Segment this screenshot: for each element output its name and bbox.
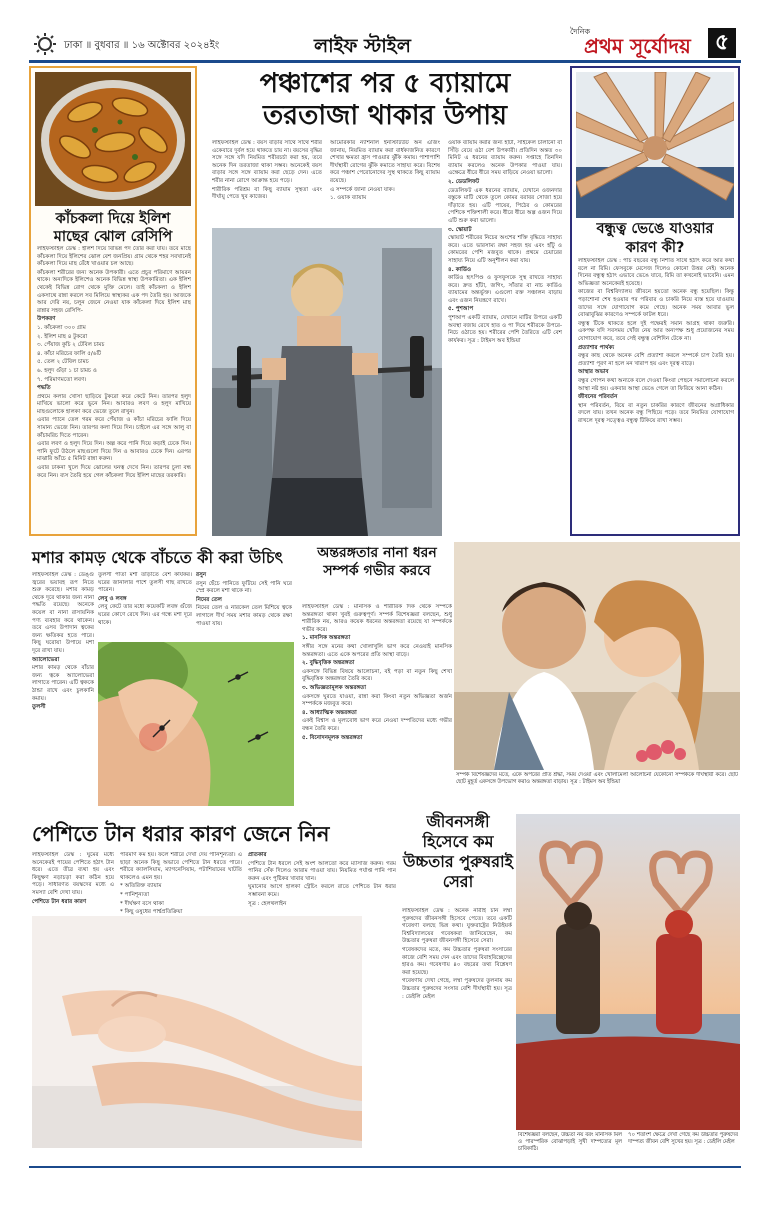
- exercise-paragraph: লাইফস্টাইল ডেস্ক : বয়স বাড়ার সাথে সাথে শরীর একেবারে দুর্বল হয়ে থাকতে চায় না। বয়সের বৃদ্ধির সঙ্গে সঙ্গে যদি নিয়মিত শরীরচর্চা করা হয়, তবে অনেক দিন তরতাজা থাকা সম্ভব। অনেকেই বয়স বাড়ার সঙ্গে সঙ্গে ব্যায়াম করা ছেড়ে দেন। এতে শরীর নানা রোগে আক্রান্ত হয়ে পড়ে।: [212, 140, 322, 184]
- exercise-subhead: ১. ওয়াক ব্যায়াম: [330, 195, 367, 202]
- exercise-col1: [212, 140, 322, 226]
- intimacy-paragraph: লাইফস্টাইল ডেস্ক : মানসিক ও শারীরিক দিক থেকে সম্পর্কে অন্তরঙ্গতা থাকা খুবই গুরুত্বপূর্ণ। সম্পর্ক বিশেষজ্ঞরা বলছেন, শুধু শারীরিক নয়, আরও কয়েক ধরনের অন্তরঙ্গতা রয়েছে যা সম্পর্ককে গভীর করে।: [302, 604, 452, 633]
- mosquito-col2: [98, 572, 192, 640]
- partner-title: জীবনসঙ্গী হিসেবে কম উচ্চতার পুরুষরাই সেরা: [402, 812, 514, 891]
- intimacy-subhead: ৪. আধ্যাত্মিক অন্তরঙ্গতা: [302, 709, 357, 716]
- muscle-paragraph: পেশিতে টান ধরলে সেই অংশ আলতো করে ম্যাসাজ করুন। গরম পানির সেঁক দিলেও আরাম পাওয়া যায়। নিয়মিত পর্যাপ্ত পানি পান করুন এবং পুষ্টিকর খাবার খান।: [248, 860, 396, 882]
- friendship-paragraph: বন্ধুত্ব টিকে থাকতে হলে দুই পক্ষেরই সমান আগ্রহ থাকা জরুরি। একপক্ষ যদি সবসময় খোঁজ নেয় আর অন্যপক্ষ শুধু প্রয়োজনের সময় যোগাযোগ করে, তবে সেই বন্ধুত্ব বেশিদিন টেকে না।: [578, 320, 734, 342]
- exercise-col2: [330, 140, 440, 226]
- mosquito-subhead: তুলসী: [32, 704, 46, 711]
- date-line: ঢাকা ॥ বুধবার ॥ ১৬ অক্টোবর ২০২৪ইং: [64, 40, 220, 51]
- recipe-paragraph: এবার প্যানে তেল গরম করে পেঁয়াজ ও কাঁচা মরিচের ফালি দিয়ে সামান্য ভেজে নিন। তারপর কলা দিয়ে দিন। চাইলে এর সঙ্গে আলু বা কাঁচামরিচ দিতে পারেন।: [37, 417, 191, 439]
- muscle-list-item: * অতিরিক্ত ব্যায়াম: [120, 883, 162, 890]
- friendship-paragraph: স্থান পরিবর্তন, বিয়ে বা নতুন চাকরির কারণে জীবনের অগ্রাধিকার বদলে যায়। তখন অনেক বন্ধু পিছিয়ে পড়ে। তবে নিয়মিত যোগাযোগ রাখলে দূরত্ব সত্ত্বেও বন্ধুত্ব টিকিয়ে রাখা সম্ভব।: [578, 402, 734, 424]
- mosquito-paragraph: নিমের তেল ও নারকেল তেল মিশিয়ে ত্বকে লাগালে দীর্ঘ সময় মশার কামড় থেকে রক্ষা পাওয়া যায়।: [196, 605, 292, 627]
- exercise-paragraph: এ সম্পর্কে জানা নেওয়া যাক।: [330, 186, 395, 193]
- intimacy-subhead: ১. মানসিক অন্তরঙ্গতা: [302, 635, 351, 642]
- paper-prefix: দৈনিক: [570, 27, 591, 36]
- mosquito-paragraph: মশার কামড় থেকে বাঁচার জন্য ত্বকে অ্যালোভেরা লাগাতে পারেন। এটি ত্বককে ঠান্ডা রাখে এবং চুলকানি কমায়।: [32, 665, 94, 702]
- muscle-paragraph: ঘুমানোর আগে হালকা স্ট্রেচিং করলে রাতে পেশিতে টান ধরার সম্ভাবনা কমে।: [248, 884, 396, 898]
- mosquito-col3: [196, 572, 292, 640]
- muscle-col1: [32, 852, 114, 912]
- recipe-title: কাঁচকলা দিয়ে ইলিশ মাছের ঝোল রেসিপি: [53, 211, 173, 246]
- friendship-title: বন্ধুত্ব ভেঙে যাওয়ার কারণ কী?: [596, 221, 714, 256]
- hearts-photo: [516, 814, 740, 1130]
- exercise-paragraph: কার্ডিও হৃৎপিণ্ড ও ফুসফুসকে সুস্থ রাখতে সাহায্য করে। দ্রুত হাঁটা, জগিং, সাঁতার বা নাচ কার্ডিও ব্যায়ামের অন্তর্ভুক্ত। এগুলো রক্ত সঞ্চালন বাড়ায় এবং ওজন নিয়ন্ত্রণে রাখে।: [448, 275, 562, 304]
- sun-logo-icon: [33, 32, 57, 56]
- friendship-body: [578, 258, 734, 530]
- intimacy-paragraph: একই বিশ্বাস ও মূল্যবোধ ভাগ করে নেওয়া দম্পতিদের মধ্যে গভীর বন্ধন তৈরি করে।: [302, 718, 452, 732]
- intimacy-body: [302, 604, 452, 804]
- friendship-paragraph: বন্ধুর গোপন কথা অন্যকে বলে দেওয়া কিংবা পেছনে সমালোচনা করলে আস্থা নষ্ট হয়। একবার আস্থা ভেঙে গেলে তা ফিরিয়ে আনা কঠিন।: [578, 377, 734, 392]
- couple-photo: [454, 542, 740, 770]
- recipe-ingredient: ২. ইলিশ মাছ ৪ টুকরো: [37, 333, 88, 340]
- exercise-headline: [206, 68, 564, 133]
- hearts-caption-right: ৭০ শতাংশ ক্ষেত্রে দেখা গেছে কম উচ্চতার পুরুষদের দাম্পত্য জীবন বেশি সুখের হয়। সূত্র : ডেইলি মেইল: [628, 1132, 738, 1146]
- intimacy-paragraph: একসঙ্গে বিভিন্ন বিষয়ে আলোচনা, বই পড়া বা নতুন কিছু শেখা বুদ্ধিবৃত্তিক অন্তরঙ্গতা তৈরি করে।: [302, 668, 452, 683]
- exercise-subhead: ২. ডেডলিফট: [448, 178, 480, 185]
- fish-curry-photo: [35, 72, 191, 206]
- recipe-subhead: পদ্ধতি: [37, 385, 51, 392]
- exercise-paragraph: ওয়াক ব্যায়াম করার জন্য হাঁটা, সাইকেল চালানো বা সিঁড়ি বেয়ে ওঠা বেশ উপকারী। প্রতিদিন অন্তত ৩০ মিনিট এ ধরনের ব্যায়াম করুন। সপ্তাহে তিনদিন ব্যায়াম করলেও অনেক উপকার পাওয়া যায়। এক্ষেত্রে ধীরে ধীরে সময় বাড়িয়ে নেওয়া ভালো।: [448, 140, 562, 177]
- mosquito-paragraph: লাইফস্টাইল ডেস্ক : ডেঙ্গু জ্বরের ভয়াবহ রূপ নিতে শুরু করেছে। মশার কামড় থেকে দূরে থাকার জন্য নানা পদ্ধতি রয়েছে। অনেকে কয়েল বা নানা রাসায়নিক পণ্য ব্যবহার করে থাকেন। তবে এসব উপাদান ত্বকের জন্য ক্ষতিকর হতে পারে। কিছু ঘরোয়া উপায়ে মশা দূরে রাখা যায়।: [32, 572, 94, 654]
- exercise-title-line2: তরতাজা থাকার উপায়: [263, 100, 507, 132]
- exercise-subhead: ৪. কার্ডিও: [448, 266, 472, 273]
- recipe-paragraph: এবার ঢাকনা খুলে দিয়ে ঝোলের ঘনত্ব দেখে নিন। তারপর চুলা বন্ধ করে নিন। ব্যস তৈরি হয়ে গেল কাঁচকলা দিয়ে ইলিশ মাছের তরকারি।: [37, 465, 191, 479]
- friendship-box: [570, 66, 740, 536]
- recipe-ingredient: ১. কাঁচকলা ৩০০ গ্রাম: [37, 324, 86, 331]
- recipe-ingredient: ৪. কাঁচা মরিচের ফালি ৫/৬টি: [37, 350, 102, 357]
- recipe-paragraph: প্রথমে কলার খোসা ছাড়িয়ে টুকরো করে কেটে নিন। তারপর হলুদ মাখিয়ে ভালো করে ভুনে নিন। আবারও লবণ ও হলুদ মাখিয়ে মাছগুলোকে হালকা করে ভেজে তুলে রাখুন।: [37, 393, 191, 415]
- recipe-paragraph: লাইফস্টাইল ডেস্ক : ইলিশ দিয়ে বিভিন্ন পদ তৈরি করা যায়। তবে মাছে কাঁচকলা দিয়ে ইলিশের ঝোল বেশ জনপ্রিয়। গ্রাম থেকে শহর সবখানেই কাঁচকলা দিয়ে মাছ রেঁধে খাওয়ার চল আছে।: [37, 246, 191, 268]
- muscle-list-item: * দীর্ঘক্ষণ বসে থাকা: [120, 900, 164, 907]
- recipe-ingredient: ৩. পেঁয়াজ কুচি ২ টেবিল চামচ: [37, 342, 105, 349]
- muscle-list-item: * কিছু ওষুধের পার্শ্বপ্রতিক্রিয়া: [120, 909, 183, 916]
- friendship-paragraph: বন্ধুর কাছ থেকে অনেক বেশি প্রত্যাশা করলে সম্পর্কে চাপ তৈরি হয়। প্রত্যাশা পূরণ না হলে মন খারাপ হয় এবং দূরত্ব বাড়ে।: [578, 353, 734, 367]
- exercise-col3: [448, 140, 562, 536]
- recipe-body: [37, 246, 191, 530]
- recipe-box: [29, 66, 197, 536]
- mosquito-subhead: অ্যালোভেরা: [32, 656, 60, 663]
- intimacy-subhead: ২. বুদ্ধিবৃত্তিক অন্তরঙ্গতা: [302, 660, 355, 667]
- muscle-subhead: পেশিতে টান ধরার কারণ: [32, 898, 87, 905]
- friendship-subhead: প্রত্যাশার পার্থক্য: [578, 344, 615, 351]
- footer-rule: [29, 1166, 741, 1168]
- muscle-paragraph: লাইফস্টাইল ডেস্ক : ঘুমের মধ্যে অনেকেরই পায়ের পেশিতে হঠাৎ টান ধরে। এতে তীব্র ব্যথা হয় এবং কিছুক্ষণ নড়াচড়া করা কঠিন হয়ে পড়ে। সাধারণত বয়স্কদের মধ্যে এ সমস্যা বেশি দেখা যায়।: [32, 852, 114, 896]
- partner-paragraph: গবেষণায় দেখা গেছে, লম্বা পুরুষদের তুলনায় কম উচ্চতার পুরুষদের সংসার বেশি দীর্ঘস্থায়ী হয়। সূত্র : ডেইলি মেইল: [402, 978, 512, 1000]
- exercise-subhead: ৫. পুশআপ: [448, 306, 474, 313]
- muscle-list-item: * পানিশূন্যতা: [120, 891, 150, 898]
- exercise-paragraph: পুশআপ একটি ব্যায়াম, যেখানে মাটির উপরে একটি অবস্থা বজায় রেখে হাত ও পা দিয়ে শরীরকে উপরে-নিচে ওঠাতে হয়। শরীরের পেশি তৈরিতে এটি বেশ কার্যকর। সূত্র : টাইমস অব ইন্ডিয়া: [448, 315, 562, 344]
- mosquito-paragraph: তুলসী পাতা মশা তাড়াতে বেশ কার্যকর। ঘরের জানালার পাশে তুলসী গাছ রাখতে পারেন।: [98, 572, 192, 594]
- partner-paragraph: লাইফস্টাইল ডেস্ক : অনেক নারীই চান লম্বা পুরুষদের জীবনসঙ্গী হিসেবে পেতে। তবে একটি গবেষণা বলছে ভিন্ন কথা। যুক্তরাষ্ট্রের নিউইয়র্ক বিশ্ববিদ্যালয়ের গবেষকরা জানিয়েছেন, কম উচ্চতার পুরুষরা জীবনসঙ্গী হিসেবে সেরা।: [402, 908, 512, 945]
- recipe-ingredient: ৫. তেল ২ টেবিল চামচ: [37, 359, 89, 366]
- exercise-paragraph: ডেডলিফট এক ধরনের ব্যায়াম, যেখানে ওজনদার বস্তুকে মাটি থেকে তুলে কোমর বরাবর সোজা হয়ে দাঁড়াতে হয়। এটি পায়ের, পিঠের ও কোমরের পেশিকে শক্তিশালী করে। ধীরে ধীরে অল্প ওজন দিয়ে এটি শুরু করা ভালো।: [448, 187, 562, 224]
- legs-photo: [32, 916, 362, 1148]
- intimacy-paragraph: সঙ্গীর সঙ্গে মনের কথা খোলাখুলি ভাগ করে নেওয়াই মানসিক অন্তরঙ্গতা। এতে একে অপরের প্রতি আস্থা বাড়ে।: [302, 643, 452, 658]
- friendship-paragraph: লাইফস্টাইল ডেস্ক : পাঁচ বছরের বন্ধু নিশাত সাথে হঠাৎ করে আর কথা বলে না রিমি। ফেসবুকে মেসেজ দিলেও কোনো উত্তর নেই। অনেক দিনের বন্ধুত্ব হঠাৎ এভাবে ভেঙে যাবে, রিমি তা কখনোই ভাবেনি। এমন অভিজ্ঞতা অনেকেরই হয়েছে।: [578, 258, 734, 287]
- friendship-paragraph: কাজের বা বিশ্ববিদ্যালয় জীবনে হয়তো অনেক বন্ধু হয়েছিল। কিন্তু পড়াশোনা শেষ হওয়ার পর পরিবার ও চাকরি নিয়ে ব্যস্ত হয়ে যাওয়ায় তাদের সঙ্গে যোগাযোগ কমে গেছে। অনেক সময় আবার ভুল বোঝাবুঝির কারণেও সম্পর্কে ফাটল ধরে।: [578, 289, 734, 319]
- intimacy-subhead: ৫. বিনোদনমূলক অন্তরঙ্গতা: [302, 734, 363, 741]
- hearts-caption-left: বিশেষজ্ঞরা বলছেন, উচ্চতা নয় বরং মানসিক মিল ও পারস্পরিক বোঝাপড়াই সুখী দাম্পত্যের মূল চাবিকাঠি।: [518, 1132, 622, 1153]
- exercise-subhead: ৩. স্কোয়াট: [448, 226, 472, 233]
- gym-woman-photo: [212, 228, 442, 536]
- intimacy-paragraph: একসঙ্গে ঘুরতে যাওয়া, রান্না করা কিংবা নতুন অভিজ্ঞতা অর্জন সম্পর্ককে মজবুত করে।: [302, 693, 452, 708]
- muscle-source: সূত্র : হেলথলাইন: [248, 900, 287, 907]
- mosquito-subhead: লেবু ও লবঙ্গ: [98, 595, 127, 602]
- mosquito-paragraph: লেবু কেটে তার মধ্যে কয়েকটি লবঙ্গ গুঁজে ঘরের কোণে রেখে দিন। এর গন্ধে মশা দূরে থাকে।: [98, 604, 192, 626]
- recipe-subhead: উপকরণ: [37, 316, 56, 323]
- paper-name: প্রথম সূর্যোদয়: [584, 34, 691, 58]
- exercise-paragraph: শারীরিক পরিশ্রম বা কিছু ব্যায়াম সুস্থতা এবং দীর্ঘায়ু পেতে খুব কাজের।: [212, 186, 322, 201]
- exercise-paragraph: আমেরিকার ন্যাশনাল ইনস্টিটিউট অন এজিং জানায়, নিয়মিত ব্যায়াম করা বার্ধক্যজনিত কারণে শেখার ক্ষমতা হ্রাস পাওয়ার ঝুঁকি কমায়। পাশাপাশি দীর্ঘস্থায়ী রোগের ঝুঁকি কমাতে সাহায্য করে। বিশেষ করে পঞ্চাশ পেরোনোদের সুস্থ থাকতে কিছু ব্যায়াম রয়েছে।: [330, 140, 440, 184]
- mosquito-subhead: নিমের তেল: [196, 596, 222, 603]
- muscle-title: পেশিতে টান ধরার কারণ জেনে নিন: [32, 822, 330, 846]
- friendship-subhead: জীবনের পরিবর্তন: [578, 394, 618, 401]
- header-rule: [29, 60, 741, 63]
- masthead: [0, 0, 768, 66]
- recipe-paragraph: কাঁচকলা শরীরের জন্য অনেক উপকারী। এতে প্রচুর পরিমাণে আয়রন থাকে। অন্যদিকে ইলিশেও অনেক বিভিন্ন স্বাস্থ্য উপকারিতা। এক ইলিশ থেকেই বিভিন্ন রোগ থেকে মুক্তি মেলে। তাই কাঁচকলা ও ইলিশ একসাথে রান্না করলে সব মিলিয়ে স্বাস্থ্যকর এক পদ তৈরি হয়। আজকে আর দেরি নয়, চলুন জেনে নেওয়া যাক কাঁচকলা দিয়ে ইলিশ মাছ রান্নার সহজ রেসিপি-: [37, 269, 191, 314]
- mosquito-col1: [32, 572, 94, 804]
- exercise-title-line1: পঞ্চাশের পর ৫ ব্যায়ামে: [259, 68, 511, 99]
- friendship-subhead: আস্থার অভাব: [578, 369, 609, 376]
- friends-hands-photo: [576, 72, 734, 218]
- intimacy-subhead: ৩. অভিজ্ঞতামূলক অন্তরঙ্গতা: [302, 684, 366, 691]
- page-number: ৫: [708, 28, 736, 58]
- muscle-paragraph: পরিমাণ কম হয়। ফলে শরীরে দেখা দেয় পানিশূন্যতা। এ ছাড়া অনেক কিছু অভাবে পেশিতে টান ধরতে পারে। শরীরে ক্যালসিয়াম, ম্যাগনেসিয়াম, পটাশিয়ামের ঘাটতি থাকলেও এমন হয়।: [120, 852, 242, 881]
- recipe-ingredient: ৬. হলুদ গুঁড়া ১ চা চামচ ও: [37, 367, 97, 374]
- recipe-paragraph: এবার লবণ ও হলুদ দিয়ে দিন। অল্প করে পানি দিয়ে কড়াই ঢেকে দিন। পানি ফুটে উঠলে মাছগুলো দিয়ে দিন ও আবারও ঢেকে দিন। এরপর মাঝারি আঁচে ৫ মিনিট রান্না করুন।: [37, 441, 191, 463]
- mosquito-photo: [98, 642, 294, 806]
- intimacy-title: অন্তরঙ্গতার নানা ধরন সম্পর্ক গভীর করবে: [317, 545, 437, 579]
- section-title: লাইফ স্টাইল: [314, 35, 411, 57]
- mosquito-paragraph: রসুন ছেঁচে পানিতে ফুটিয়ে সেই পানি ঘরে স্প্রে করলে মশা থাকে না।: [196, 580, 292, 595]
- mosquito-title: মশার কামড় থেকে বাঁচতে কী করা উচিৎ: [32, 548, 284, 567]
- couple-caption: সম্পর্ক বিশেষজ্ঞদের মতে, একে অপরের প্রতি শ্রদ্ধা, সময় দেওয়া এবং খোলামেলা আলোচনা যেকোনো সম্পর্ককে দীর্ঘস্থায়ী করে। ছোট ছোট মুহূর্ত একসঙ্গে উপভোগ করাও অন্তরঙ্গতা বাড়ায়। সূত্র : টাইমস অব ইন্ডিয়া: [456, 772, 738, 786]
- partner-paragraph: গবেষকদের মতে, কম উচ্চতার পুরুষরা সংসারের কাজে বেশি সময় দেন এবং তাদের বিবাহবিচ্ছেদের হারও কম। গবেষণায় ৪০ বছরের তথ্য বিশ্লেষণ করা হয়েছে।: [402, 946, 512, 976]
- partner-body: [402, 908, 512, 1130]
- mosquito-subhead: রসুন: [196, 572, 207, 578]
- exercise-paragraph: স্কোয়াট শরীরের নিচের অংশের শক্তি বৃদ্ধিতে সাহায্য করে। এতে ভারসাম্য রক্ষা সহজ হয় এবং হাঁটু ও কোমরের পেশি মজবুত থাকে। প্রথমে চেয়ারের সাহায্য নিয়ে এটি অনুশীলন করা যায়।: [448, 235, 562, 264]
- muscle-subhead: প্রতিকার: [248, 852, 267, 858]
- recipe-ingredient: ৭. পরিমাণমতো লবণ।: [37, 376, 87, 383]
